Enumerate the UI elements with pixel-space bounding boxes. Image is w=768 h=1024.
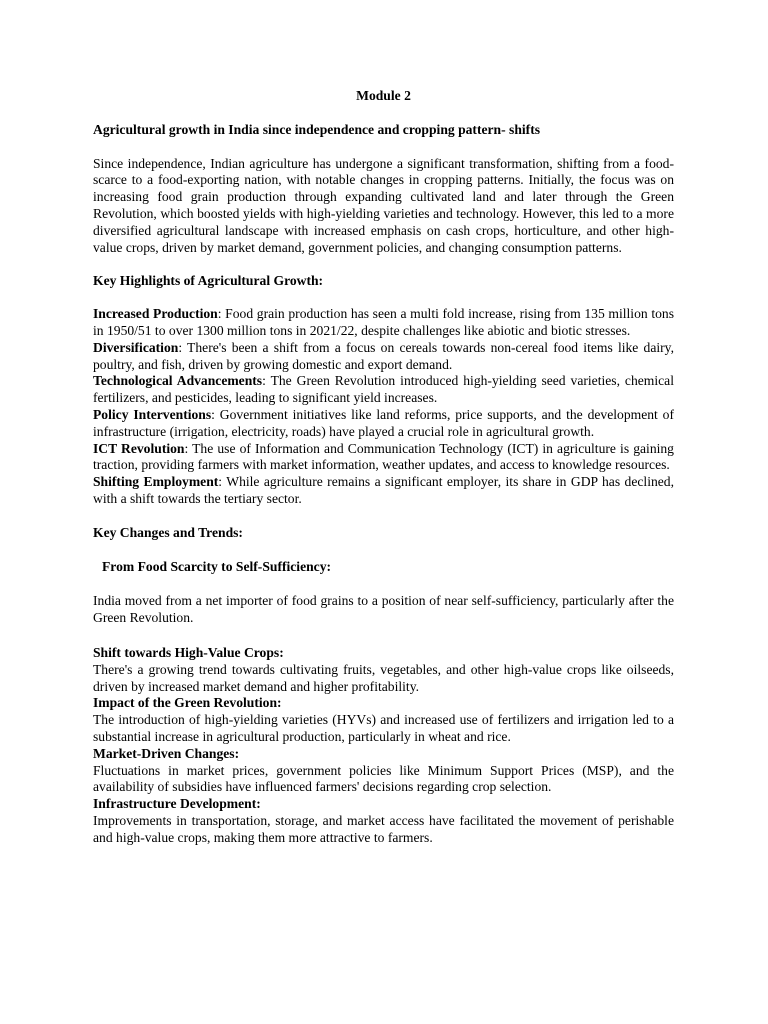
intro-paragraph: Since independence, Indian agriculture has undergone a significant transformation, shifting from a food-scarce to a food-exporting nation, with notable changes in cropping patterns. Initially, the focus was on increasing food grain production through expanding cultivated land and later through the Green Revolution, which boosted yields with high-yielding varieties and technology. However, this led to a more diversified agricultural landscape with increased emphasis on cash crops, horticulture, and other high-value crops, driven by market demand, government policies, and changing consumption patterns. [93,155,674,255]
highlight-text: : There's been a shift from a focus on cereals towards non-cereal food items like dairy, poultry, and fish, driven by growing domestic and export demand. [93,339,674,372]
highlight-item [93,407,674,441]
highlight-term: Diversification [93,339,179,355]
trend-heading: Market-Driven Changes: [93,745,240,761]
trend-heading: Infrastructure Development: [93,796,261,812]
highlight-text: : The use of Information and Communication Technology (ICT) in agriculture is gaining traction, providing farmers with market information, weather updates, and access to knowledge resources. [93,440,674,473]
trend-heading: Impact of the Green Revolution: [93,695,282,711]
highlight-text: : Government initiatives like land reforms, price supports, and the development of infrastructure (irrigation, electricity, roads) have played a crucial role in agricultural growth. [93,406,675,439]
trend-text: Fluctuations in market prices, government policies like Minimum Support Prices (MSP), and the availability of subsidies have influenced farmers' decisions regarding crop selection. [93,762,674,795]
highlight-item [93,306,674,340]
highlight-term: ICT Revolution [93,440,185,456]
changes-heading: Key Changes and Trends: [93,524,243,540]
highlight-text: : The Green Revolution introduced high-yielding seed varieties, chemical fertilizers, and pesticides, leading to significant yield increases. [93,373,674,406]
highlight-term: Technological Advancements [93,373,263,389]
main-heading: Agricultural growth in India since independence and cropping pattern- shifts [93,121,541,137]
trend-text: The introduction of high-yielding varieties (HYVs) and increased use of fertilizers and irrigation led to a substantial increase in agricultural production, particularly in wheat and rice. [93,712,674,744]
trend-text: There's a growing trend towards cultivating fruits, vegetables, and other high-value crops like oilseeds, driven by increased market demand and higher profitability. [93,661,674,694]
highlight-item [93,441,674,475]
document-body [93,88,674,846]
highlights-heading: Key Highlights of Agricultural Growth: [93,273,324,289]
highlight-text: : Food grain production has seen a multi fold increase, rising from 135 million tons in 1950/51 to over 1300 million tons in 2021/22, despite challenges like abiotic and biotic stresses. [93,306,674,338]
highlight-term: Increased Production [93,306,218,322]
highlights-list [93,306,674,508]
self-sufficiency-text: India moved from a net importer of food grains to a position of near self-sufficiency, particularly after the Green Revolution. [93,593,674,626]
highlight-item [93,474,674,508]
trend-text: Improvements in transportation, storage, and market access have facilitated the movement of perishable and high-value crops, making them more attractive to farmers. [93,812,674,845]
highlight-item [93,373,674,407]
highlight-term: Shifting Employment [93,474,219,490]
trend-heading: Shift towards High-Value Crops: [93,644,284,660]
highlight-text: : While agriculture remains a significant employer, its share in GDP has declined, with a shift towards the tertiary sector. [93,474,675,506]
module-title: Module 2 [356,88,411,103]
highlight-item [93,340,674,374]
highlight-term: Policy Interventions [93,406,212,422]
trends-list [93,645,674,847]
self-sufficiency-heading: From Food Scarcity to Self-Sufficiency: [102,558,332,574]
